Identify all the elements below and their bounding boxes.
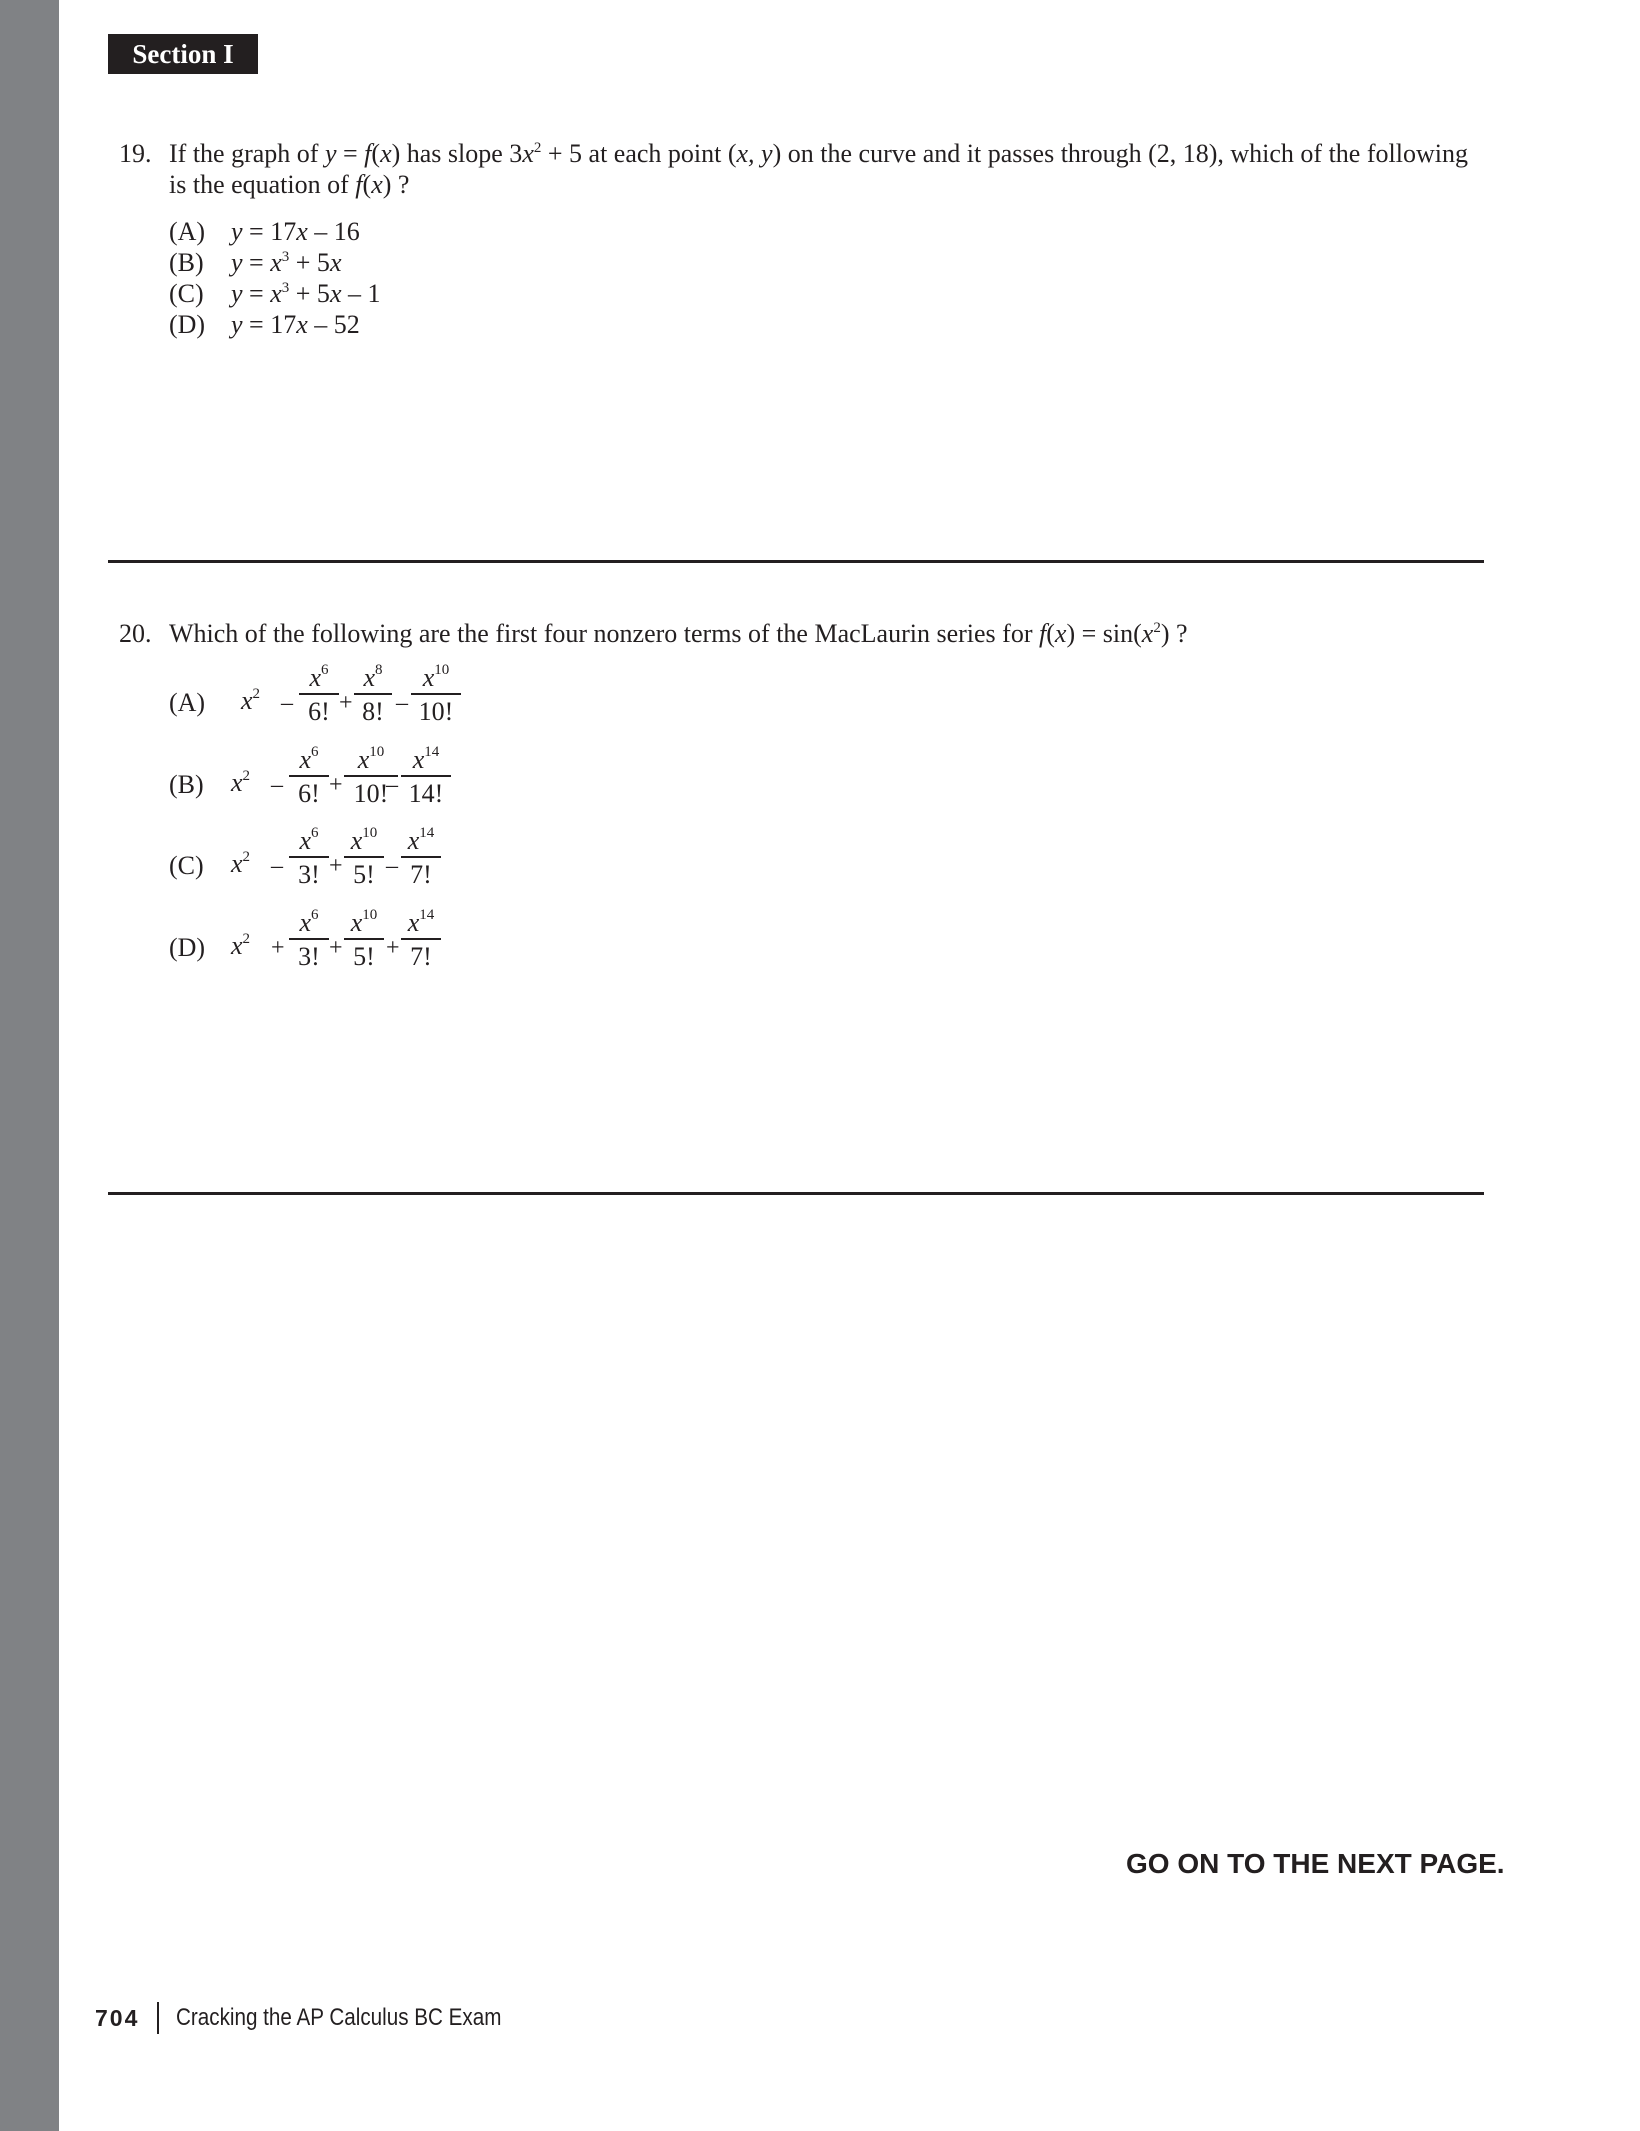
term-exponent: 2 [252, 686, 261, 702]
series-operator: + [329, 853, 343, 879]
term-exponent: 2 [242, 931, 251, 947]
series-fraction-term [289, 905, 329, 972]
term-exponent: 10 [369, 744, 385, 760]
superscript: 3 [281, 249, 290, 265]
italic-variable: y [231, 248, 243, 277]
term-exponent: 2 [242, 849, 251, 865]
question-20-number: 20. [119, 619, 152, 648]
fraction-bar [401, 775, 451, 777]
series-fraction-term [401, 823, 441, 890]
term-exponent: 2 [242, 768, 251, 784]
question-19-stem-line-2 [169, 169, 409, 200]
fraction-denominator: 14! [408, 778, 444, 808]
series-operator: – [271, 853, 283, 879]
text-run: ( [1046, 619, 1055, 648]
fraction-denominator: 6! [298, 778, 320, 808]
term-base: x [357, 745, 370, 774]
superscript: 2 [533, 140, 542, 156]
series-fraction-term [411, 660, 461, 727]
term-exponent: 6 [311, 825, 319, 841]
series-operator: – [271, 772, 283, 798]
fraction-bar [289, 938, 329, 940]
term-exponent: 14 [419, 907, 435, 923]
choice-letter: (C) [169, 851, 204, 880]
fraction-denominator: 3! [298, 941, 320, 971]
choice-expression [231, 216, 360, 247]
text-run: + 5 at each point ( [541, 139, 737, 168]
term-exponent: 10 [362, 907, 378, 923]
fraction-denominator: 3! [298, 859, 320, 889]
term-base: x [407, 908, 420, 937]
text-run: = 17 [242, 310, 297, 339]
answer-choice [169, 309, 380, 340]
term-base: x [299, 745, 312, 774]
choice-letter: (B) [169, 248, 204, 277]
term-base: x [407, 826, 420, 855]
fraction-denominator: 8! [362, 696, 384, 726]
text-run: ) ? [1160, 619, 1188, 648]
answer-choice [169, 216, 380, 247]
term-exponent: 14 [424, 744, 440, 760]
term-exponent: 6 [321, 662, 329, 678]
fraction-numerator [401, 823, 441, 853]
fraction-numerator [289, 823, 329, 853]
fraction-numerator [344, 823, 384, 853]
fraction-denominator: 10! [418, 696, 454, 726]
choice-letter: (D) [169, 310, 206, 339]
term-exponent: 6 [311, 907, 319, 923]
italic-variable: y [324, 139, 337, 168]
leading-term [231, 768, 250, 798]
italic-variable: y [231, 310, 243, 339]
series-operator: – [281, 690, 293, 716]
text-run: ) = sin( [1066, 619, 1142, 648]
fraction-bar [289, 856, 329, 858]
fraction-numerator [289, 742, 329, 772]
fraction-bar [344, 938, 384, 940]
series-fraction-term [354, 660, 392, 727]
italic-variable: x [1054, 619, 1067, 648]
term-exponent: 6 [311, 744, 319, 760]
text-run: ( [371, 139, 381, 168]
footer-separator [157, 2002, 159, 2034]
term-base: x [350, 826, 363, 855]
term-base: x [309, 663, 322, 692]
series-fraction-term [299, 660, 339, 727]
term-exponent: 10 [362, 825, 378, 841]
text-run: = [242, 279, 271, 308]
fraction-denominator: 7! [410, 859, 432, 889]
text-run: = 17 [242, 217, 297, 246]
italic-variable: x [270, 279, 282, 308]
text-run: Which of the following are the first four nonzero terms of the MacLaurin series for [169, 619, 1039, 648]
italic-variable: y [231, 217, 243, 246]
fraction-numerator [299, 660, 339, 690]
section-label: Section I [108, 34, 258, 74]
answer-choice [169, 742, 489, 824]
question-19-number: 19. [119, 139, 152, 168]
choice-letter: (B) [169, 770, 204, 799]
series-operator: – [386, 853, 398, 879]
fraction-numerator [411, 660, 461, 690]
term-base: x [299, 908, 312, 937]
fraction-bar [344, 856, 384, 858]
answer-choice [169, 660, 489, 742]
fraction-denominator: 5! [353, 941, 375, 971]
text-run: ) on the curve and it passes through (2, 18), which of the following [772, 139, 1468, 168]
series-operator: + [271, 935, 285, 961]
italic-variable: x [329, 279, 342, 308]
italic-variable: x [329, 248, 342, 277]
italic-variable: x [380, 139, 392, 168]
choice-expression [231, 278, 380, 309]
choice-expression [231, 309, 360, 340]
answer-choice [169, 905, 489, 987]
italic-variable: x [522, 139, 534, 168]
term-base: x [231, 768, 243, 797]
term-base: x [412, 745, 425, 774]
series-fraction-term [289, 742, 329, 809]
text-run: = [242, 248, 271, 277]
fraction-denominator: 10! [353, 778, 389, 808]
fraction-numerator [401, 905, 441, 935]
fraction-denominator: 7! [410, 941, 432, 971]
term-base: x [363, 663, 376, 692]
fraction-bar [401, 938, 441, 940]
divider-rule [108, 560, 1484, 563]
question-19-choices [169, 216, 380, 340]
leading-term [241, 686, 260, 716]
text-run: – 16 [307, 217, 360, 246]
text-run: – 1 [341, 279, 381, 308]
divider-rule [108, 1192, 1484, 1195]
series-operator: – [386, 772, 398, 798]
text-run: If the graph of [169, 139, 325, 168]
term-exponent: 14 [419, 825, 435, 841]
italic-variable: x [371, 170, 383, 199]
text-run: ) has slope 3 [391, 139, 523, 168]
text-run: ( [362, 170, 372, 199]
fraction-bar [289, 775, 329, 777]
fraction-numerator [344, 905, 384, 935]
italic-variable: x [296, 310, 308, 339]
question-20-stem [169, 618, 1188, 649]
fraction-denominator: 6! [308, 696, 330, 726]
page-number: 704 [95, 2005, 140, 2031]
leading-term [231, 931, 250, 961]
fraction-numerator [401, 742, 451, 772]
side-margin-bar [0, 0, 59, 2131]
fraction-denominator: 5! [353, 859, 375, 889]
choice-letter: (C) [169, 279, 204, 308]
term-exponent: 8 [375, 662, 383, 678]
series-fraction-term [401, 742, 451, 809]
choice-letter: (A) [169, 688, 206, 717]
answer-choice [169, 247, 380, 278]
term-exponent: 10 [434, 662, 450, 678]
term-base: x [231, 931, 243, 960]
leading-term [231, 849, 250, 879]
text-run: + 5 [289, 279, 330, 308]
fraction-numerator [289, 905, 329, 935]
series-fraction-term [344, 823, 384, 890]
series-fraction-term [289, 823, 329, 890]
text-run: = [336, 139, 365, 168]
series-operator: + [339, 690, 353, 716]
question-19-stem-line-1 [169, 138, 1468, 169]
series-operator: + [329, 935, 343, 961]
fraction-numerator [354, 660, 392, 690]
series-operator: + [329, 772, 343, 798]
series-fraction-term [344, 905, 384, 972]
term-base: x [231, 849, 243, 878]
choice-letter: (A) [169, 217, 206, 246]
superscript: 2 [1153, 620, 1161, 636]
answer-choice [169, 278, 380, 309]
italic-variable: f [1038, 619, 1047, 648]
series-fraction-term [401, 905, 441, 972]
fraction-bar [411, 693, 461, 695]
fraction-bar [299, 693, 339, 695]
text-run: is the equation of [169, 170, 356, 199]
choice-expression [231, 247, 341, 278]
book-title: Cracking the AP Calculus BC Exam [176, 2004, 502, 2031]
italic-variable: f [355, 170, 363, 199]
fraction-numerator [344, 742, 398, 772]
italic-variable: x [270, 248, 282, 277]
term-base: x [241, 686, 253, 715]
term-base: x [299, 826, 312, 855]
series-operator: – [396, 690, 408, 716]
italic-variable: x, y [736, 139, 773, 168]
series-operator: + [386, 935, 400, 961]
go-on-next-page-text: GO ON TO THE NEXT PAGE. [1126, 1848, 1505, 1879]
text-run: – 52 [307, 310, 360, 339]
italic-variable: x [1141, 619, 1154, 648]
fraction-bar [354, 693, 392, 695]
term-base: x [350, 908, 363, 937]
choice-letter: (D) [169, 933, 206, 962]
text-run: + 5 [289, 248, 330, 277]
superscript: 3 [281, 280, 290, 296]
fraction-bar [401, 856, 441, 858]
term-base: x [422, 663, 435, 692]
answer-choice [169, 823, 489, 905]
italic-variable: y [231, 279, 243, 308]
text-run: ) ? [382, 170, 410, 199]
italic-variable: x [296, 217, 308, 246]
italic-variable: f [364, 139, 372, 168]
